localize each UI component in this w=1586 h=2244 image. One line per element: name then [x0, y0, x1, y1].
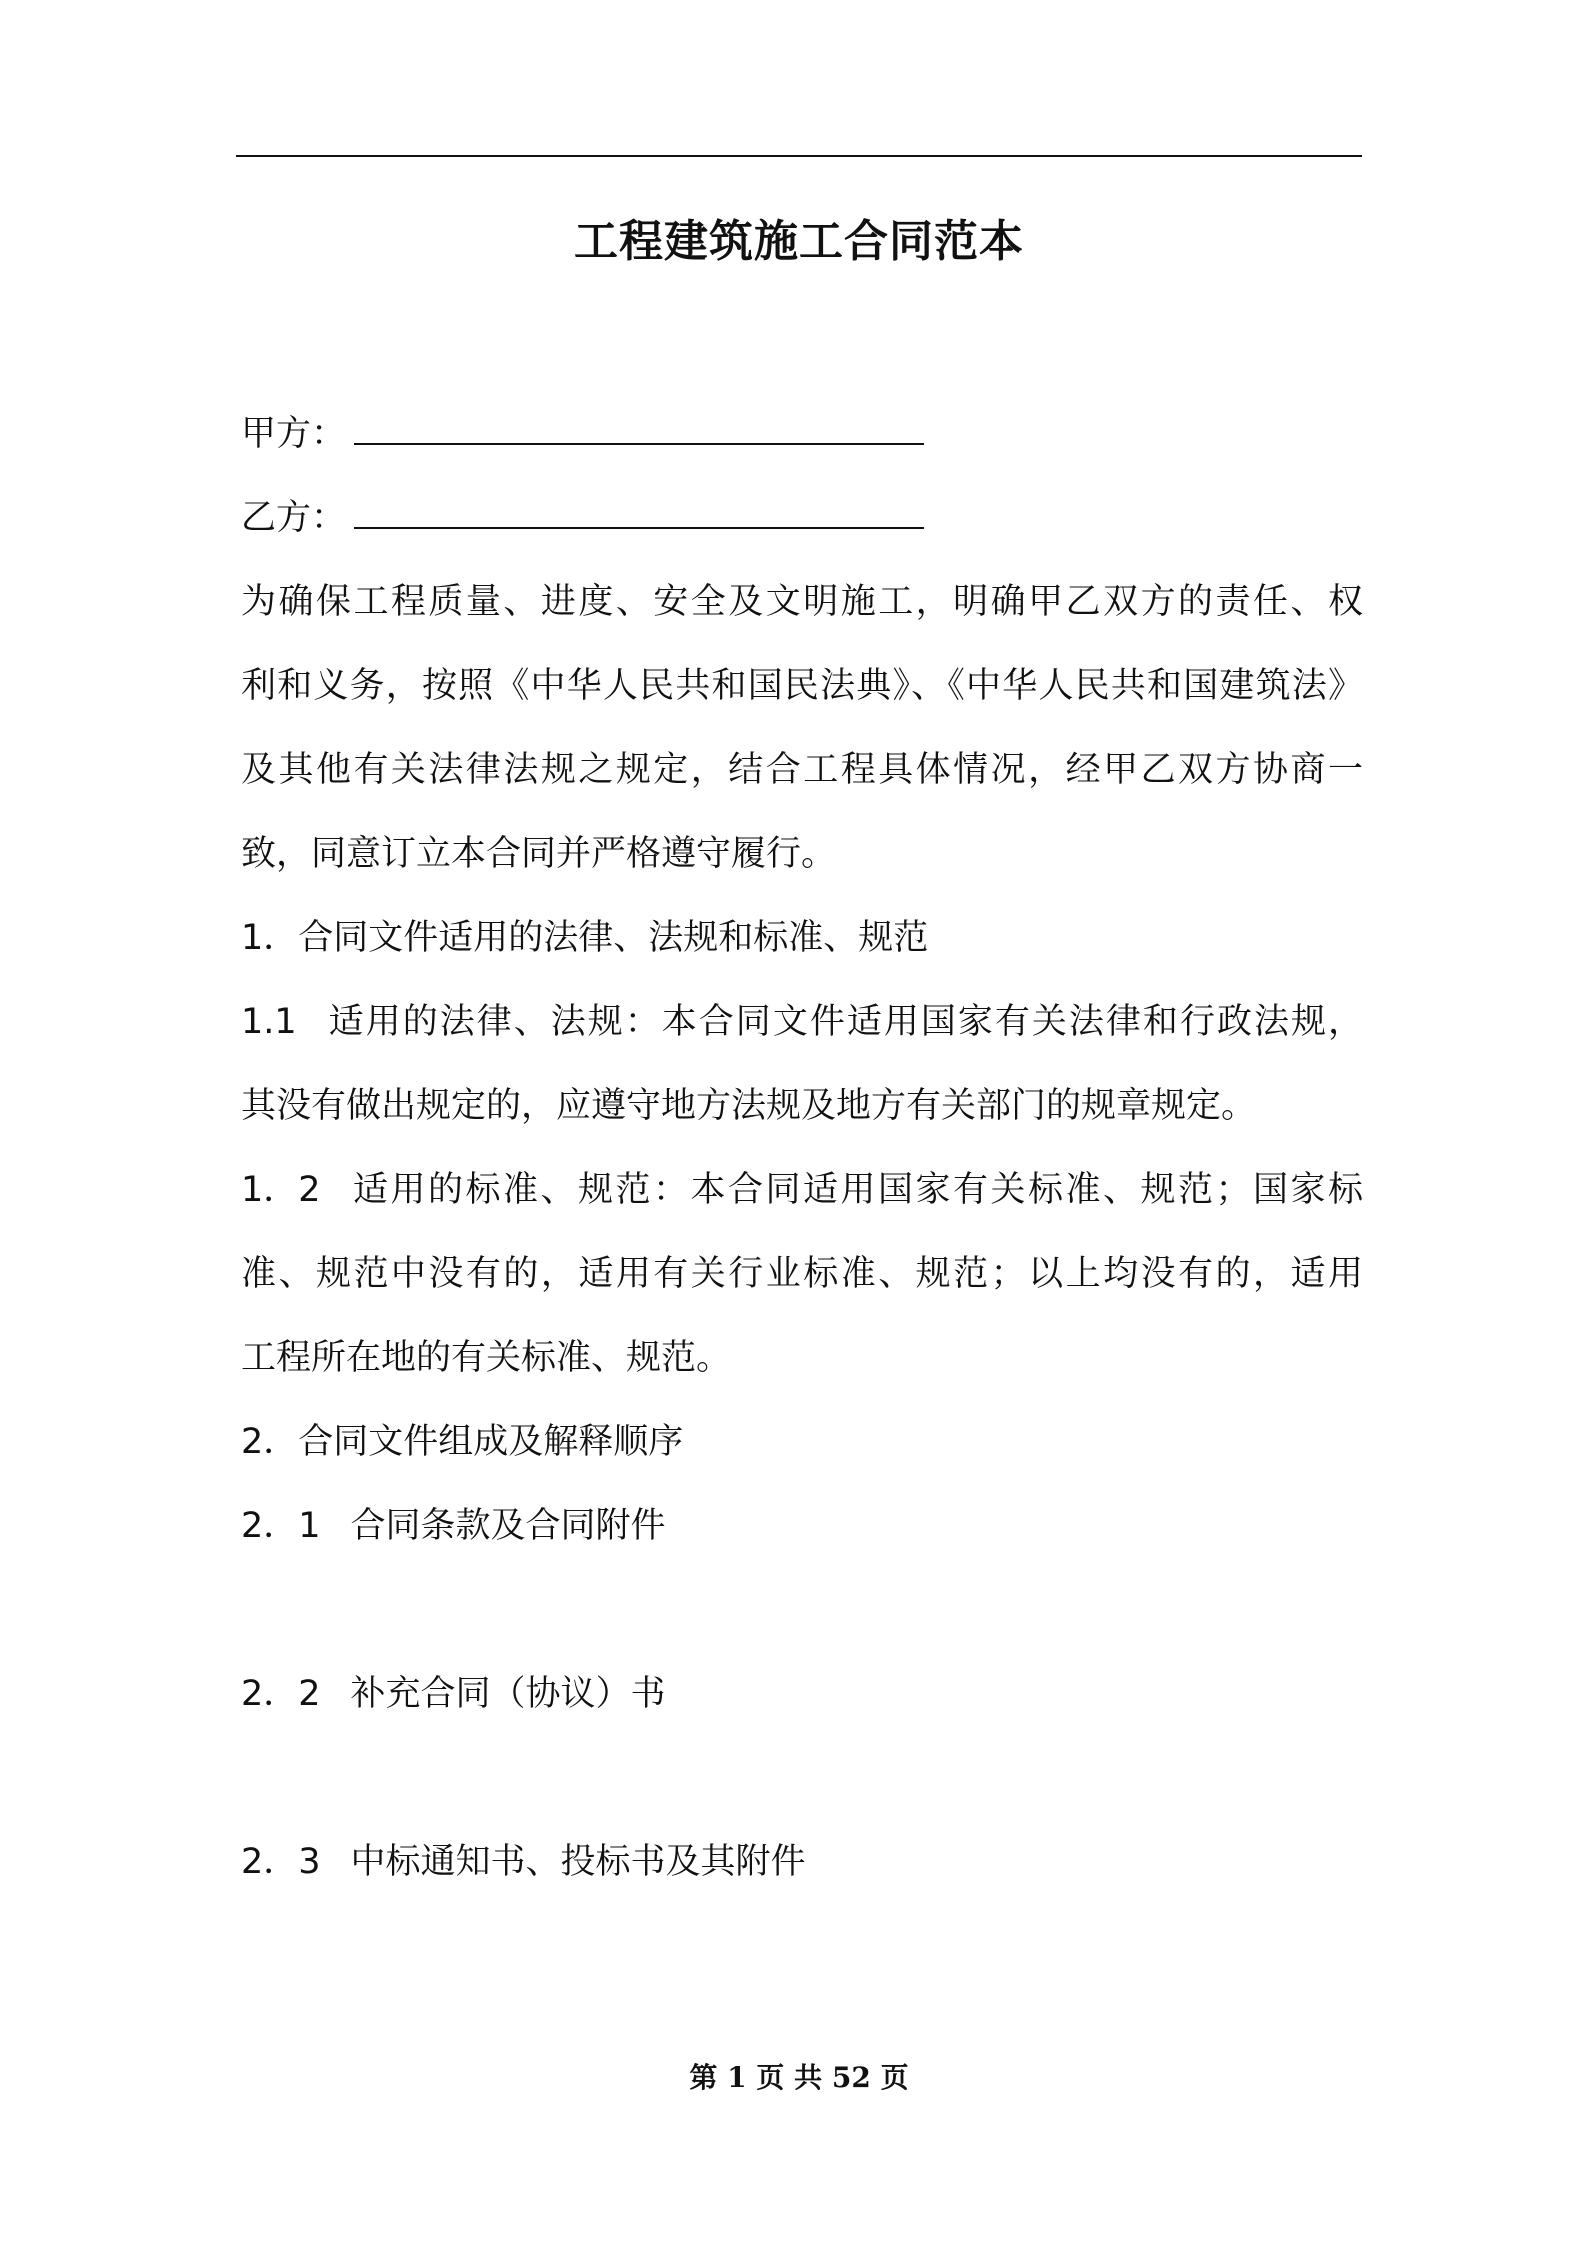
party-a-blank-field: [354, 413, 924, 445]
party-b-blank-field: [354, 497, 924, 529]
clause-2-3-text: 中标通知书、投标书及其附件: [350, 1842, 806, 1882]
party-a-label: 甲方：: [241, 414, 347, 454]
page-indicator: 第 1 页 共 52 页: [689, 2061, 909, 2094]
clause-2-1-text: 合同条款及合同附件: [350, 1506, 666, 1546]
clause-2-1-number: 2．1: [241, 1506, 321, 1546]
party-b-label: 乙方：: [241, 498, 347, 538]
clause-1-1-line-2: 其没有做出规定的，应遵守地方法规及地方有关部门的规章规定。: [241, 1086, 1257, 1126]
document-body: [241, 392, 1363, 1904]
section-1-heading: 1．合同文件适用的法律、法规和标准、规范: [241, 918, 929, 958]
section-2-heading: 2．合同文件组成及解释顺序: [241, 1422, 684, 1462]
preamble-line: 为确保工程质量、进度、安全及文明施工，明确甲乙双方的责任、权: [241, 582, 1363, 622]
clause-2-2: [241, 1652, 1363, 1736]
preamble-line: 及其他有关法律法规之规定，结合工程具体情况，经甲乙双方协商一: [241, 750, 1363, 790]
clause-1-1-line-1: [241, 980, 1363, 1064]
party-b-line: [241, 476, 1363, 560]
clause-1-2-text: 适用的标准、规范：本合同适用国家有关标准、规范；国家标: [350, 1170, 1363, 1210]
clause-1-2-number: 1．2: [241, 1170, 321, 1210]
clause-1-2-line-3: 工程所在地的有关标准、规范。: [241, 1338, 732, 1378]
blank-gap: [241, 1568, 1363, 1652]
party-a-line: [241, 392, 1363, 476]
clause-1-2-line-1: [241, 1148, 1363, 1232]
clause-1-2-line-2: 准、规范中没有的，适用有关行业标准、规范；以上均没有的，适用: [241, 1254, 1363, 1294]
document-title: 工程建筑施工合同范本: [574, 216, 1024, 267]
preamble-line: 致，同意订立本合同并严格遵守履行。: [241, 834, 837, 874]
clause-2-2-number: 2．2: [241, 1674, 321, 1714]
preamble-line: 利和义务，按照《中华人民共和国民法典》、《中华人民共和国建筑法》: [241, 666, 1363, 706]
clause-2-2-text: 补充合同（协议）书: [350, 1674, 666, 1714]
clause-2-3-number: 2．3: [241, 1842, 321, 1882]
clause-2-1: [241, 1484, 1363, 1568]
clause-1-1-text: 适用的法律、法规：本合同文件适用国家有关法律和行政法规，: [326, 1002, 1363, 1042]
blank-gap: [241, 1736, 1363, 1820]
clause-1-1-number: 1.1: [241, 1002, 297, 1042]
clause-2-3: [241, 1820, 1363, 1904]
header-rule: [236, 155, 1362, 157]
